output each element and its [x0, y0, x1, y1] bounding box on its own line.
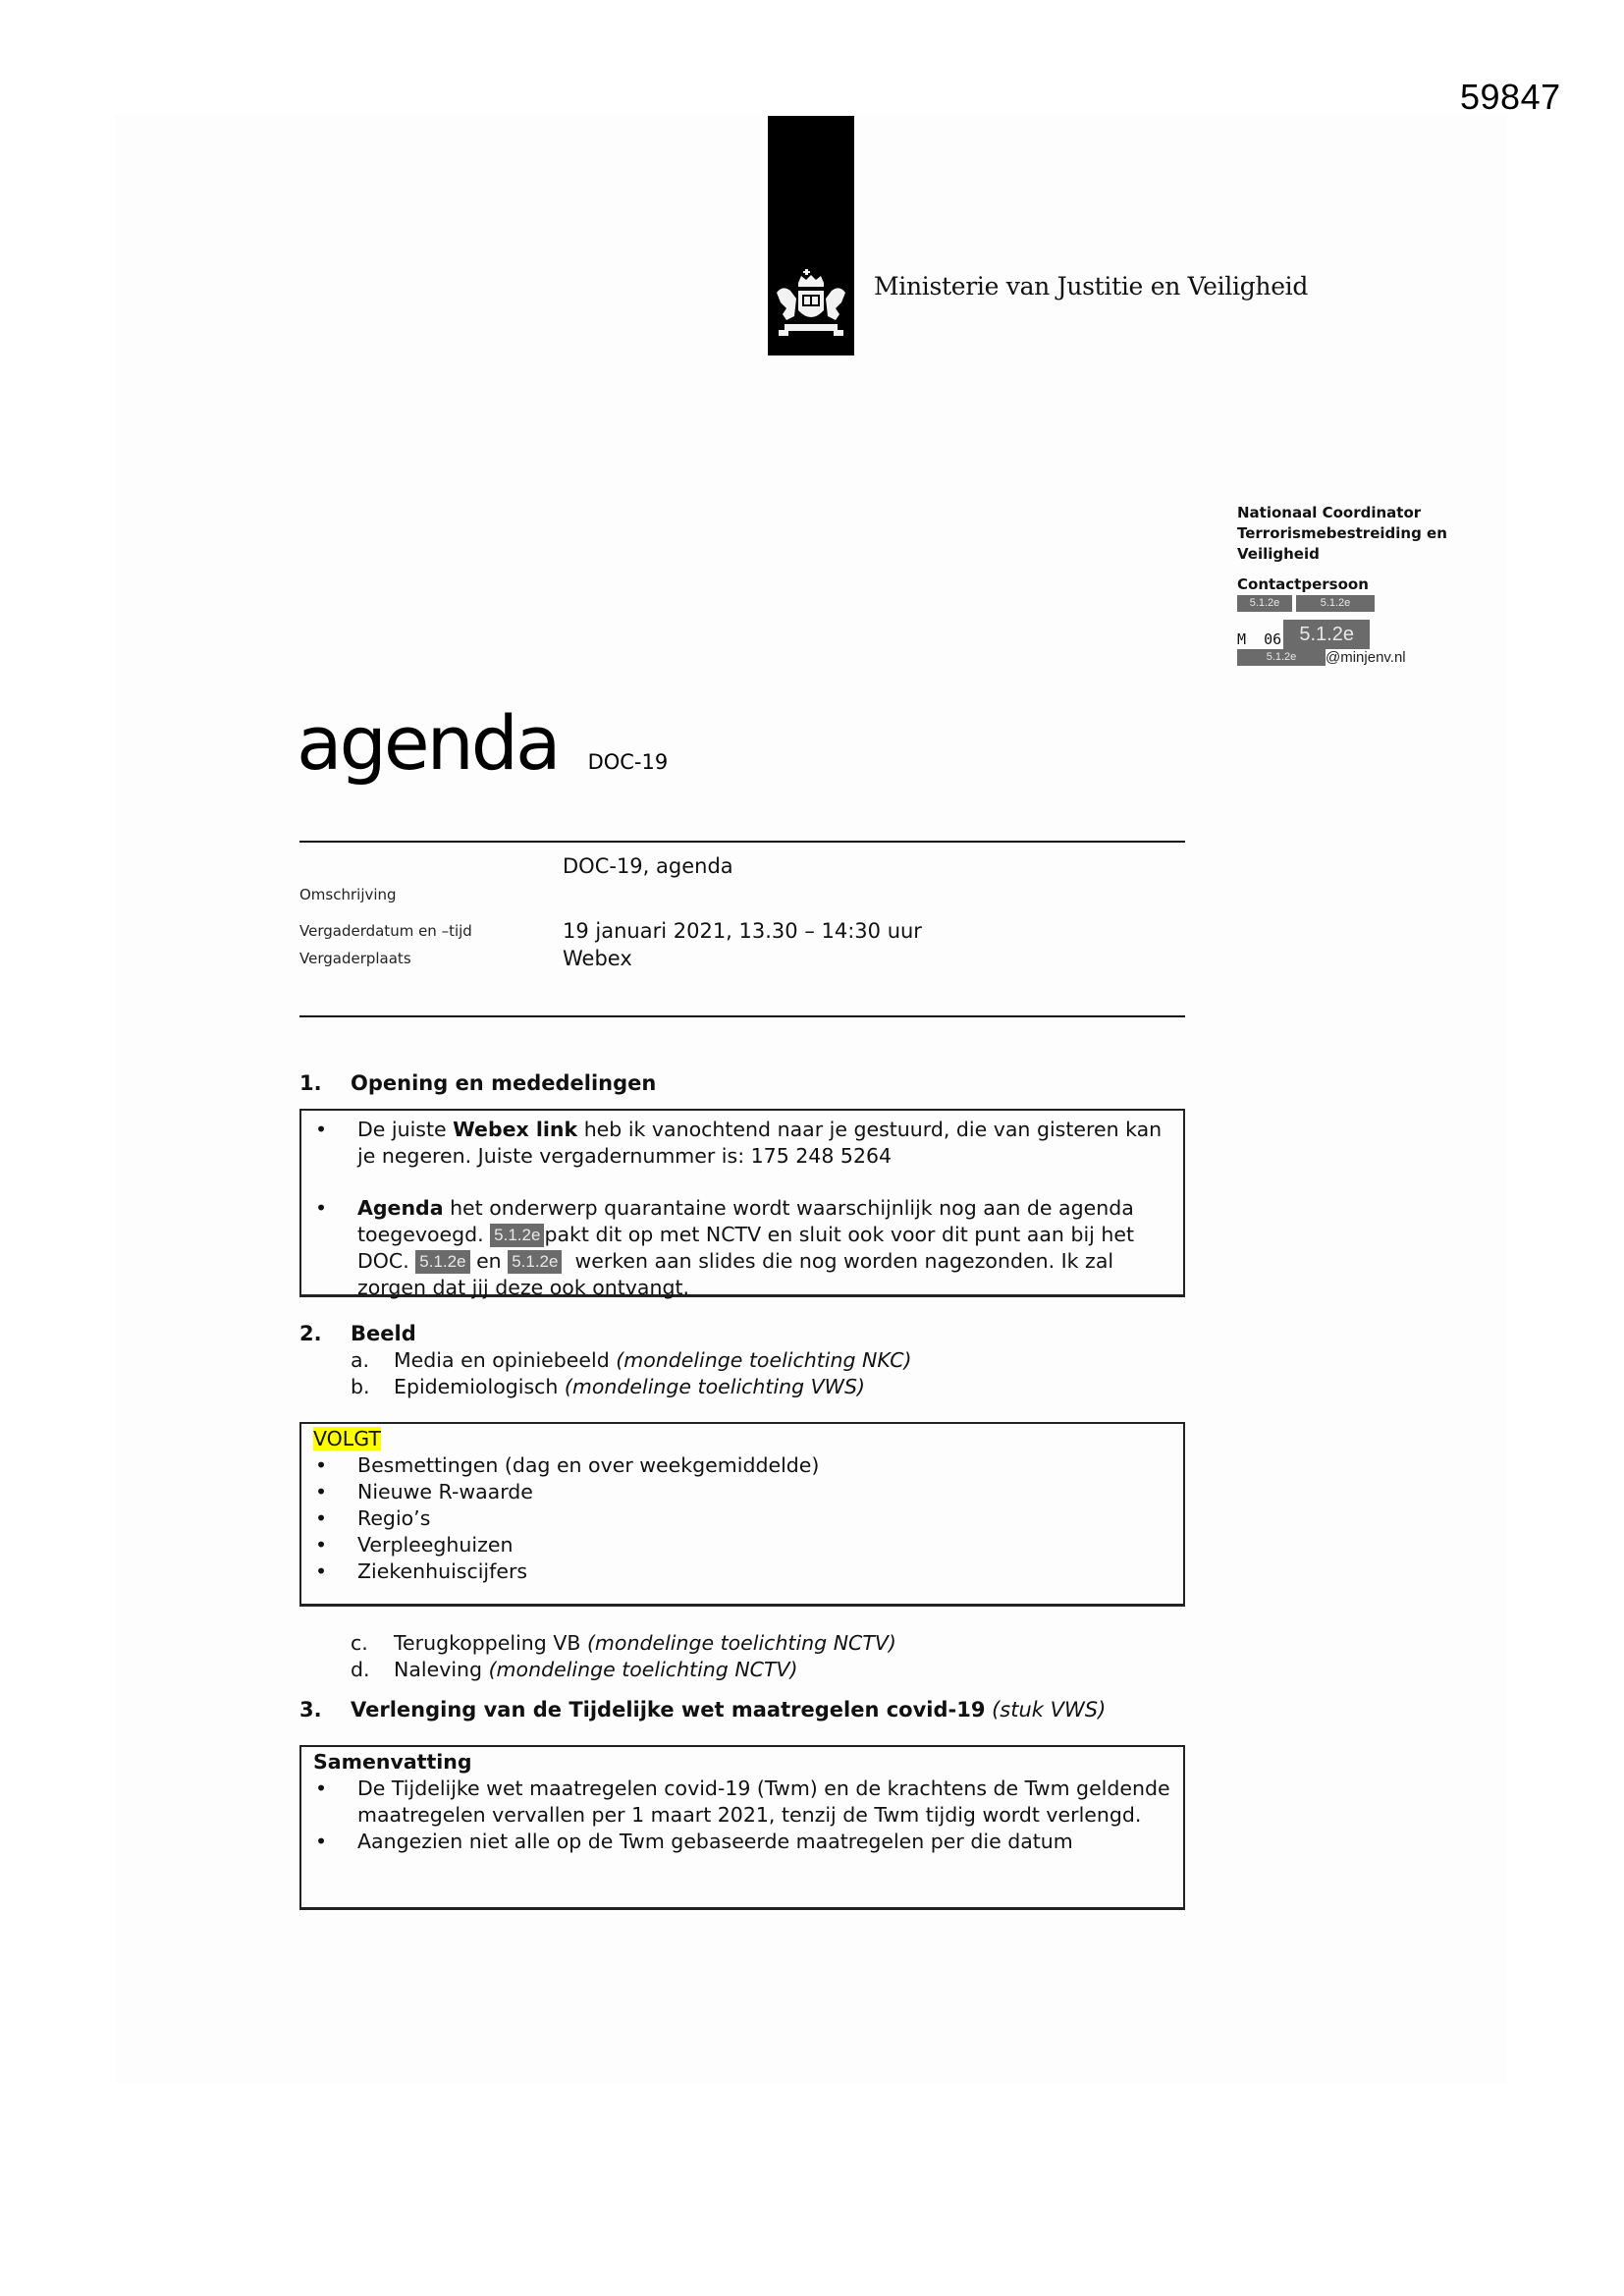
section-1-heading [299, 1070, 1185, 1097]
bullet-icon: • [315, 1506, 328, 1530]
redacted-name: 5.1.2e [415, 1250, 469, 1274]
text: heb ik vanochtend naar je gestuurd, die van gisteren kan je negeren. Juiste vergadernummer is: 175 248 5264 [357, 1118, 1163, 1168]
list-item [313, 1452, 1171, 1479]
meta-label-location: Vergaderplaats [299, 950, 411, 967]
list-item-text: Regio’s [357, 1506, 431, 1530]
item-text: Epidemiologisch [394, 1375, 565, 1398]
list-item-text: Ziekenhuiscijfers [357, 1559, 528, 1583]
coat-of-arms-icon [773, 269, 849, 342]
text: en [469, 1249, 509, 1273]
bullet-icon: • [315, 1559, 328, 1583]
redacted-last-name: 5.1.2e [1296, 595, 1375, 612]
bullet-icon: • [315, 1777, 328, 1800]
section-title: Verlenging van de Tijdelijke wet maatregelen covid-19 [351, 1698, 986, 1722]
redacted-name: 5.1.2e [490, 1224, 544, 1247]
list-item [313, 1829, 1171, 1855]
list-item-text: De Tijdelijke wet maatregelen covid-19 (Twm) en de krachtens de Twm geldende maatregelen vervallen per 1 maart 2021, tenzij de Twm tijdig wordt verlengd. [357, 1777, 1170, 1827]
document-title [297, 699, 668, 787]
item-letter: d. [351, 1658, 370, 1681]
sub-item-a [351, 1347, 1185, 1374]
item-note: (mondelinge toelichting VWS) [564, 1375, 865, 1398]
title-main: agenda [297, 699, 559, 787]
meta-value-location: Webex [563, 947, 632, 970]
meta-label-description: Omschrijving [299, 886, 397, 903]
agenda-content [299, 1070, 1185, 1910]
redacted-phone: 5.1.2e [1283, 620, 1370, 649]
text: De juiste [357, 1118, 454, 1141]
section-number: 3. [299, 1698, 322, 1722]
ministry-logo [768, 116, 854, 355]
meeting-details [299, 854, 1183, 972]
sender-organization: Nationaal Coordinator Terrorismebestreiding en Veiligheid [1237, 504, 1447, 563]
bold-text: Agenda [357, 1196, 444, 1220]
meta-value-date: 19 januari 2021, 13.30 – 14:30 uur [563, 919, 922, 943]
bullet-icon: • [315, 1480, 328, 1503]
section-title-note: (stuk VWS) [985, 1698, 1107, 1722]
redacted-name: 5.1.2e [508, 1250, 562, 1274]
text: het onderwerp quarantaine wordt waarschijnlijk nog aan de agenda toegevoegd. [357, 1196, 1134, 1246]
section-2-notes-box [299, 1422, 1185, 1607]
divider-bottom [299, 1015, 1185, 1017]
divider-top [299, 841, 1185, 843]
list-item [313, 1505, 1171, 1532]
item-text: Terugkoppeling VB [394, 1631, 587, 1655]
list-item [313, 1479, 1171, 1505]
item-note: (mondelinge toelichting NCTV) [586, 1631, 896, 1655]
text: werken aan slides die nog worden nagezonden. Ik zal zorgen dat jij deze ook ontvangt. [357, 1249, 1120, 1299]
text: pakt dit op met NCTV en sluit ook voor dit punt aan bij het DOC. [357, 1223, 1135, 1273]
phone-prefix: M 06 [1237, 630, 1282, 648]
section-1-notes-box [299, 1109, 1185, 1297]
sender-block [1237, 503, 1492, 666]
item-letter: a. [351, 1348, 370, 1372]
bullet-icon: • [315, 1453, 328, 1477]
list-item [313, 1195, 1171, 1301]
item-note: (mondelinge toelichting NKC) [616, 1348, 912, 1372]
sub-item-c [351, 1630, 1185, 1657]
item-note: (mondelinge toelichting NCTV) [488, 1658, 798, 1681]
section-2-heading [299, 1321, 1185, 1347]
section-2-sublist-top [299, 1347, 1185, 1400]
bold-text: Webex link [453, 1118, 578, 1141]
section-3-heading [299, 1697, 1185, 1723]
list-item-text: Nieuwe R-waarde [357, 1480, 533, 1503]
title-subtitle: DOC-19 [587, 750, 669, 774]
email-domain: @minjenv.nl [1326, 649, 1406, 666]
item-letter: c. [351, 1631, 368, 1655]
volgt-highlight: VOLGT [313, 1427, 381, 1450]
bullet-icon: • [315, 1533, 328, 1557]
section-3-summary-box [299, 1745, 1185, 1910]
ministry-name: Ministerie van Justitie en Veiligheid [874, 272, 1309, 301]
list-item [313, 1117, 1171, 1170]
contact-label: Contactpersoon [1237, 575, 1369, 593]
meta-label-date: Vergaderdatum en –tijd [299, 922, 472, 940]
sub-item-d [351, 1657, 1185, 1683]
sub-item-b [351, 1374, 1185, 1400]
list-item-text: Verpleeghuizen [357, 1533, 514, 1557]
redacted-email-user: 5.1.2e [1237, 649, 1326, 666]
bullet-icon: • [315, 1830, 328, 1853]
redacted-first-name: 5.1.2e [1237, 595, 1292, 612]
bullet-icon: • [315, 1118, 328, 1141]
list-item [313, 1558, 1171, 1585]
summary-heading: Samenvatting [313, 1750, 472, 1774]
section-title: Opening en mededelingen [351, 1071, 657, 1095]
item-text: Naleving [394, 1658, 489, 1681]
section-title: Beeld [351, 1322, 416, 1345]
item-text: Media en opiniebeeld [394, 1348, 617, 1372]
list-item-text: Besmettingen (dag en over weekgemiddelde) [357, 1453, 820, 1477]
bullet-icon: • [315, 1196, 328, 1220]
list-item-text: Aangezien niet alle op de Twm gebaseerde maatregelen per die datum [357, 1830, 1073, 1853]
list-item [313, 1776, 1171, 1829]
section-number: 1. [299, 1071, 322, 1095]
list-item [313, 1532, 1171, 1558]
section-number: 2. [299, 1322, 322, 1345]
item-letter: b. [351, 1375, 370, 1398]
meta-value-description: DOC-19, agenda [563, 854, 733, 878]
section-2-sublist-bottom [299, 1630, 1185, 1683]
document-number: 59847 [1460, 77, 1561, 117]
